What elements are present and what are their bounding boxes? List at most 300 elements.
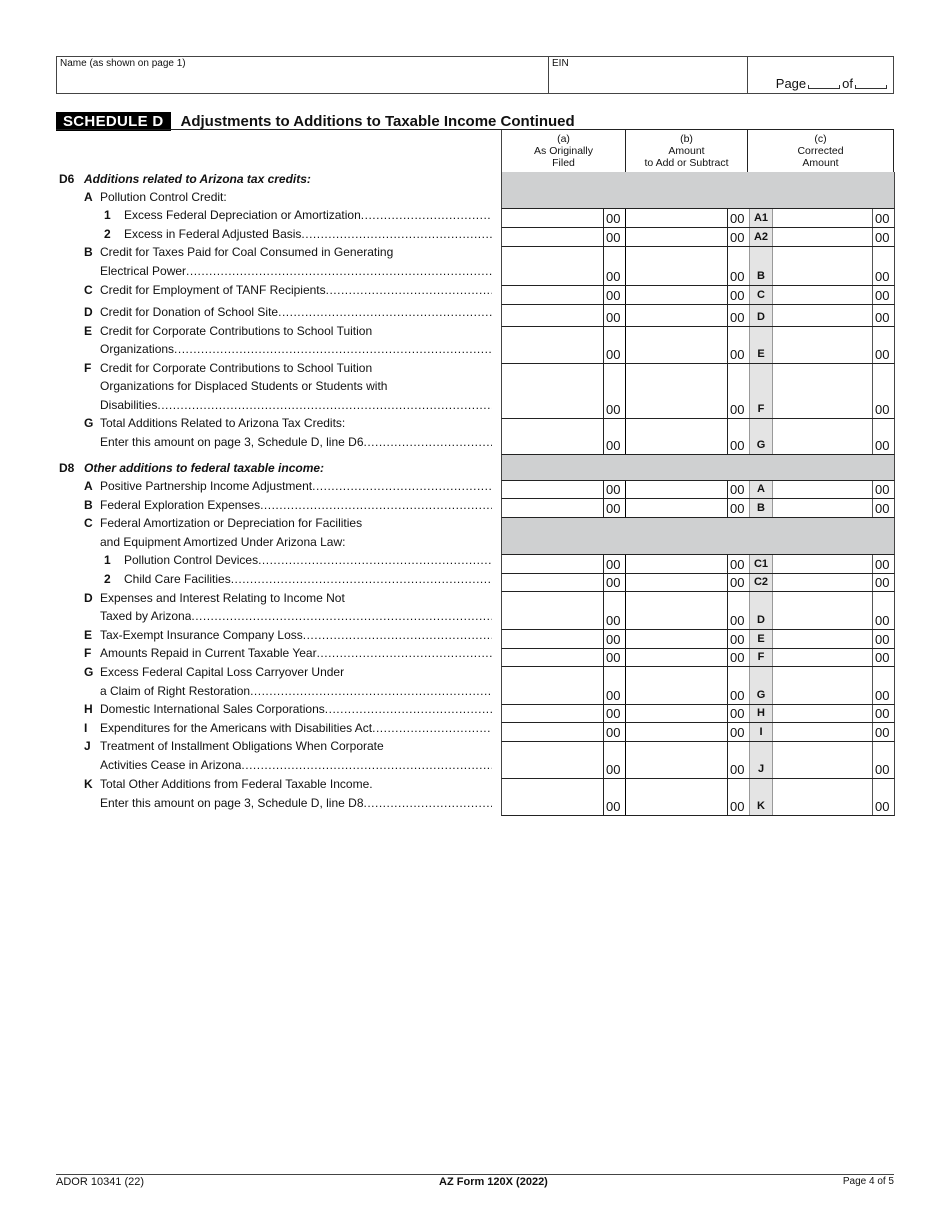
line-text: Expenditures for the Americans with Disabilities Act [100,721,373,735]
line-text: Credit for Taxes Paid for Coal Consumed in Generating [100,245,394,259]
dot-leader [361,208,492,222]
amount-change-input[interactable] [626,592,728,629]
dot-leader [191,609,492,623]
cents-corrected: 00 [875,557,890,572]
line-label: D [749,592,773,629]
amount-original-input[interactable] [502,649,604,666]
cents-corrected: 00 [875,482,890,497]
line-item [56,262,492,280]
column-b-letter: (b) [680,133,693,145]
cents-corrected: 00 [875,230,890,245]
cents-change: 00 [730,613,745,628]
amount-change-input[interactable] [626,630,728,648]
line-letter: H [84,702,93,716]
cents-original: 00 [604,723,626,741]
line-text: Credit for Employment of TANF Recipients [100,283,326,297]
amount-row [501,574,895,592]
line-label: B [749,499,773,517]
line-text: Disabilities [100,398,158,412]
amount-corrected-input[interactable] [773,286,873,304]
amount-original-input[interactable] [502,286,604,304]
amount-corrected-input[interactable] [773,327,873,363]
amount-original-input[interactable] [502,667,604,704]
cents-original: 00 [604,305,626,326]
page-total-field[interactable] [855,85,887,89]
line-letter: D [84,305,93,319]
amount-original-input[interactable] [502,327,604,363]
line-letter: E [84,628,93,642]
dot-leader [364,796,493,810]
amount-original-input[interactable] [502,499,604,517]
line-item [56,737,492,755]
line-text: Federal Exploration Expenses [100,498,261,512]
cents-original: 00 [604,286,626,304]
cents-change: 00 [730,706,745,721]
line-label: C1 [749,555,773,573]
dot-leader [312,479,492,493]
line-text: Total Other Additions from Federal Taxable Income. [100,777,373,791]
amount-corrected-input[interactable] [773,723,873,741]
amount-original-input[interactable] [502,247,604,285]
cents-change: 00 [730,557,745,572]
dot-leader [186,264,492,278]
cents-original: 00 [604,555,626,573]
line-label: J [749,742,773,778]
amount-original-input[interactable] [502,419,604,454]
line-item [56,682,492,700]
column-c-line2: Amount [802,157,839,169]
cents-change: 00 [730,347,745,362]
cents-original: 00 [604,364,626,418]
line-item [56,340,492,358]
line-text: Organizations for Displaced Students or Students with [100,379,388,393]
amount-row [501,499,895,518]
line-item [56,496,492,514]
line-text: a Claim of Right Restoration [100,684,251,698]
cents-corrected: 00 [875,402,890,417]
amount-change-input[interactable] [626,419,728,454]
amount-row [501,209,895,228]
cents-corrected: 00 [875,288,890,303]
amount-row [501,327,895,364]
line-text: Taxed by Arizona [100,609,192,623]
cents-original: 00 [604,649,626,666]
amount-row [501,667,895,705]
cents-original: 00 [604,705,626,722]
line-letter: B [84,498,93,512]
line-label: G [749,419,773,454]
line-item [56,396,492,414]
cents-original: 00 [604,630,626,648]
line-item [56,756,492,774]
amount-change-input[interactable] [626,555,728,573]
line-item [56,414,492,432]
cents-corrected: 00 [875,269,890,284]
amount-change-input[interactable] [626,305,728,326]
dot-leader [364,435,493,449]
amount-corrected-input[interactable] [773,592,873,629]
column-header-c [748,130,894,172]
cents-change: 00 [730,799,745,814]
dot-leader [325,702,492,716]
amount-change-input[interactable] [626,574,728,591]
dot-leader [301,227,492,241]
header-info-box [56,56,894,94]
cents-change: 00 [730,762,745,777]
sub-line-number: 1 [104,208,111,222]
amount-change-input[interactable] [626,209,728,227]
cents-change: 00 [730,438,745,453]
line-item [56,303,492,321]
page-number-field[interactable] [808,85,840,89]
line-item [56,644,492,662]
line-letter: K [84,777,93,791]
column-b-line1: Amount [668,145,705,157]
form-name: AZ Form 120X (2022) [439,1176,548,1188]
amount-change-input[interactable] [626,779,728,815]
line-item [56,188,492,206]
amount-corrected-input[interactable] [773,419,873,454]
line-letter: F [84,361,92,375]
amount-corrected-input[interactable] [773,705,873,722]
cents-corrected: 00 [875,688,890,703]
line-item [56,477,492,495]
line-number: D8 [59,461,75,475]
line-label: F [749,364,773,418]
line-item [56,322,492,340]
amount-change-input[interactable] [626,499,728,517]
line-text: Treatment of Installment Obligations When Corporate [100,739,384,753]
page-footer [56,1176,894,1188]
sub-line-number: 2 [104,227,111,241]
cents-corrected: 00 [875,347,890,362]
name-label: Name (as shown on page 1) [60,58,186,69]
cents-change: 00 [730,288,745,303]
cents-change: 00 [730,211,745,226]
column-header-b [626,130,748,172]
amount-row [501,247,895,286]
line-text: Enter this amount on page 3, Schedule D, line D6 [100,435,364,449]
amount-original-input[interactable] [502,481,604,498]
amount-original-input[interactable] [502,209,604,227]
line-text: Amounts Repaid in Current Taxable Year [100,646,317,660]
amount-row [501,481,895,499]
column-c-letter: (c) [814,133,827,145]
line-label: D [749,305,773,326]
cents-original: 00 [604,327,626,363]
line-text: Activities Cease in Arizona [100,758,242,772]
line-letter: G [84,665,94,679]
dot-leader [260,498,492,512]
amount-change-input[interactable] [626,481,728,498]
amount-corrected-input[interactable] [773,305,873,326]
column-a-letter: (a) [557,133,570,145]
amount-corrected-input[interactable] [773,630,873,648]
cents-change: 00 [730,310,745,325]
cents-change: 00 [730,230,745,245]
amount-row [501,723,895,742]
amount-change-input[interactable] [626,649,728,666]
amount-row [501,286,895,305]
cents-original: 00 [604,228,626,246]
cents-change: 00 [730,725,745,740]
line-letter: A [84,190,93,204]
cents-change: 00 [730,688,745,703]
cents-change: 00 [730,402,745,417]
dot-leader [326,283,492,297]
cents-corrected: 00 [875,613,890,628]
amount-corrected-input[interactable] [773,364,873,418]
line-label: A [749,481,773,498]
cents-corrected: 00 [875,725,890,740]
line-label: G [749,667,773,704]
cents-corrected: 00 [875,799,890,814]
cents-original: 00 [604,742,626,778]
cents-corrected: 00 [875,310,890,325]
name-field[interactable] [57,57,549,93]
column-b-line2: to Add or Subtract [644,157,729,169]
cents-corrected: 00 [875,706,890,721]
dot-leader [231,572,492,586]
line-text: Excess Federal Depreciation or Amortization [124,208,361,222]
dot-leader [303,628,492,642]
line-letter: A [84,479,93,493]
line-text: Credit for Corporate Contributions to School Tuition [100,324,373,338]
amount-corrected-input[interactable] [773,742,873,778]
line-letter: J [84,739,91,753]
amount-change-input[interactable] [626,364,728,418]
shaded-row [501,518,895,555]
line-text: Positive Partnership Income Adjustment [100,479,313,493]
amount-change-input[interactable] [626,327,728,363]
line-letter: I [84,721,88,735]
amount-corrected-input[interactable] [773,779,873,815]
line-item [56,281,492,299]
line-text: Organizations [100,342,175,356]
line-item [56,663,492,681]
cents-change: 00 [730,575,745,590]
line-text: Pollution Control Credit: [100,190,227,204]
amount-original-input[interactable] [502,705,604,722]
cents-original: 00 [604,779,626,815]
line-letter: C [84,283,93,297]
cents-original: 00 [604,419,626,454]
cents-corrected: 00 [875,632,890,647]
cents-corrected: 00 [875,438,890,453]
cents-corrected: 00 [875,575,890,590]
line-letter: E [84,324,93,338]
cents-change: 00 [730,632,745,647]
cents-corrected: 00 [875,501,890,516]
schedule-badge: SCHEDULE D [56,112,171,131]
amount-change-input[interactable] [626,723,728,741]
line-text: Pollution Control Devices [124,553,259,567]
amount-row [501,592,895,630]
line-item [56,570,492,588]
footer-divider [56,1174,894,1175]
ein-label: EIN [552,58,569,69]
column-a-line1: As Originally [534,145,593,157]
cents-original: 00 [604,574,626,591]
section-heading: Additions related to Arizona tax credits: [84,172,311,186]
cents-change: 00 [730,269,745,284]
line-label: E [749,630,773,648]
amount-original-input[interactable] [502,555,604,573]
line-text: Excess in Federal Adjusted Basis [124,227,302,241]
line-letter: F [84,646,92,660]
amount-change-input[interactable] [626,247,728,285]
column-header-a [501,130,626,172]
form-id: ADOR 10341 (22) [56,1176,145,1188]
amount-corrected-input[interactable] [773,209,873,227]
line-item [56,794,492,812]
line-text: and Equipment Amortized Under Arizona Law: [100,535,346,549]
line-item [56,225,492,243]
amount-change-input[interactable] [626,705,728,722]
amount-corrected-input[interactable] [773,667,873,704]
line-item [56,514,492,532]
cents-original: 00 [604,247,626,285]
amount-original-input[interactable] [502,630,604,648]
amount-row [501,364,895,419]
amount-corrected-input[interactable] [773,555,873,573]
line-item [56,589,492,607]
line-item [56,607,492,625]
line-letter: C [84,516,93,530]
amount-row [501,419,895,455]
dot-leader [241,758,492,772]
amount-change-input[interactable] [626,742,728,778]
cents-corrected: 00 [875,762,890,777]
section-heading: Other additions to federal taxable income: [84,461,325,475]
dot-leader [157,398,492,412]
amount-corrected-input[interactable] [773,499,873,517]
amount-corrected-input[interactable] [773,574,873,591]
line-text: Credit for Corporate Contributions to School Tuition [100,361,373,375]
line-item [56,626,492,644]
line-item [56,533,492,551]
cents-change: 00 [730,482,745,497]
line-text: Credit for Donation of School Site [100,305,279,319]
amount-row [501,305,895,327]
amount-row [501,555,895,574]
amount-original-input[interactable] [502,779,604,815]
ein-field[interactable] [549,57,748,93]
line-item [56,719,492,737]
line-item [56,551,492,569]
amount-corrected-input[interactable] [773,228,873,246]
cents-original: 00 [604,592,626,629]
line-label: F [749,649,773,666]
line-item [56,243,492,261]
cents-original: 00 [604,481,626,498]
line-text: Domestic International Sales Corporations [100,702,325,716]
sub-line-number: 1 [104,553,111,567]
line-letter: D [84,591,93,605]
cents-change: 00 [730,650,745,665]
dot-leader [317,646,492,660]
amount-original-input[interactable] [502,742,604,778]
dot-leader [174,342,492,356]
of-label: of [842,76,853,91]
cents-original: 00 [604,667,626,704]
amount-row [501,705,895,723]
amount-change-input[interactable] [626,286,728,304]
line-item [56,377,492,395]
amount-row [501,630,895,649]
line-label: A2 [749,228,773,246]
line-item [56,170,492,188]
line-item [56,359,492,377]
shaded-row [501,172,895,209]
schedule-heading: Adjustments to Additions to Taxable Income Continued [180,113,575,130]
line-label: B [749,247,773,285]
amount-original-input[interactable] [502,305,604,326]
dot-leader [278,305,492,319]
line-label: E [749,327,773,363]
page-number-box [748,57,893,93]
line-label: C [749,286,773,304]
cents-corrected: 00 [875,211,890,226]
line-item [56,459,492,477]
line-label: A1 [749,209,773,227]
shaded-row [501,455,895,481]
line-text: Child Care Facilities [124,572,231,586]
amount-row [501,742,895,779]
sub-line-number: 2 [104,572,111,586]
line-letter: G [84,416,94,430]
line-label: C2 [749,574,773,591]
line-number: D6 [59,172,75,186]
amount-original-input[interactable] [502,592,604,629]
amount-original-input[interactable] [502,723,604,741]
line-text: Excess Federal Capital Loss Carryover Under [100,665,345,679]
cents-change: 00 [730,501,745,516]
line-label: I [749,723,773,741]
amount-corrected-input[interactable] [773,247,873,285]
amount-corrected-input[interactable] [773,649,873,666]
column-c-line1: Corrected [797,145,844,157]
line-text: Federal Amortization or Depreciation for Facilities [100,516,363,530]
line-text: Expenses and Interest Relating to Income Not [100,591,345,605]
amount-original-input[interactable] [502,574,604,591]
page-label: Page [775,76,807,91]
amount-row [501,649,895,667]
amount-corrected-input[interactable] [773,481,873,498]
cents-corrected: 00 [875,650,890,665]
line-text: Total Additions Related to Arizona Tax Credits: [100,416,346,430]
line-item [56,700,492,718]
line-item [56,775,492,793]
line-text: Tax-Exempt Insurance Company Loss [100,628,303,642]
column-a-line2: Filed [552,157,575,169]
cents-original: 00 [604,499,626,517]
line-letter: B [84,245,93,259]
amount-original-input[interactable] [502,364,604,418]
line-text: Electrical Power [100,264,187,278]
amount-row [501,779,895,816]
amount-change-input[interactable] [626,228,728,246]
line-item [56,206,492,224]
dot-leader [250,684,492,698]
line-text: Enter this amount on page 3, Schedule D, line D8 [100,796,364,810]
amount-row [501,228,895,247]
amount-change-input[interactable] [626,667,728,704]
amount-original-input[interactable] [502,228,604,246]
cents-original: 00 [604,209,626,227]
dot-leader [372,721,492,735]
line-label: H [749,705,773,722]
